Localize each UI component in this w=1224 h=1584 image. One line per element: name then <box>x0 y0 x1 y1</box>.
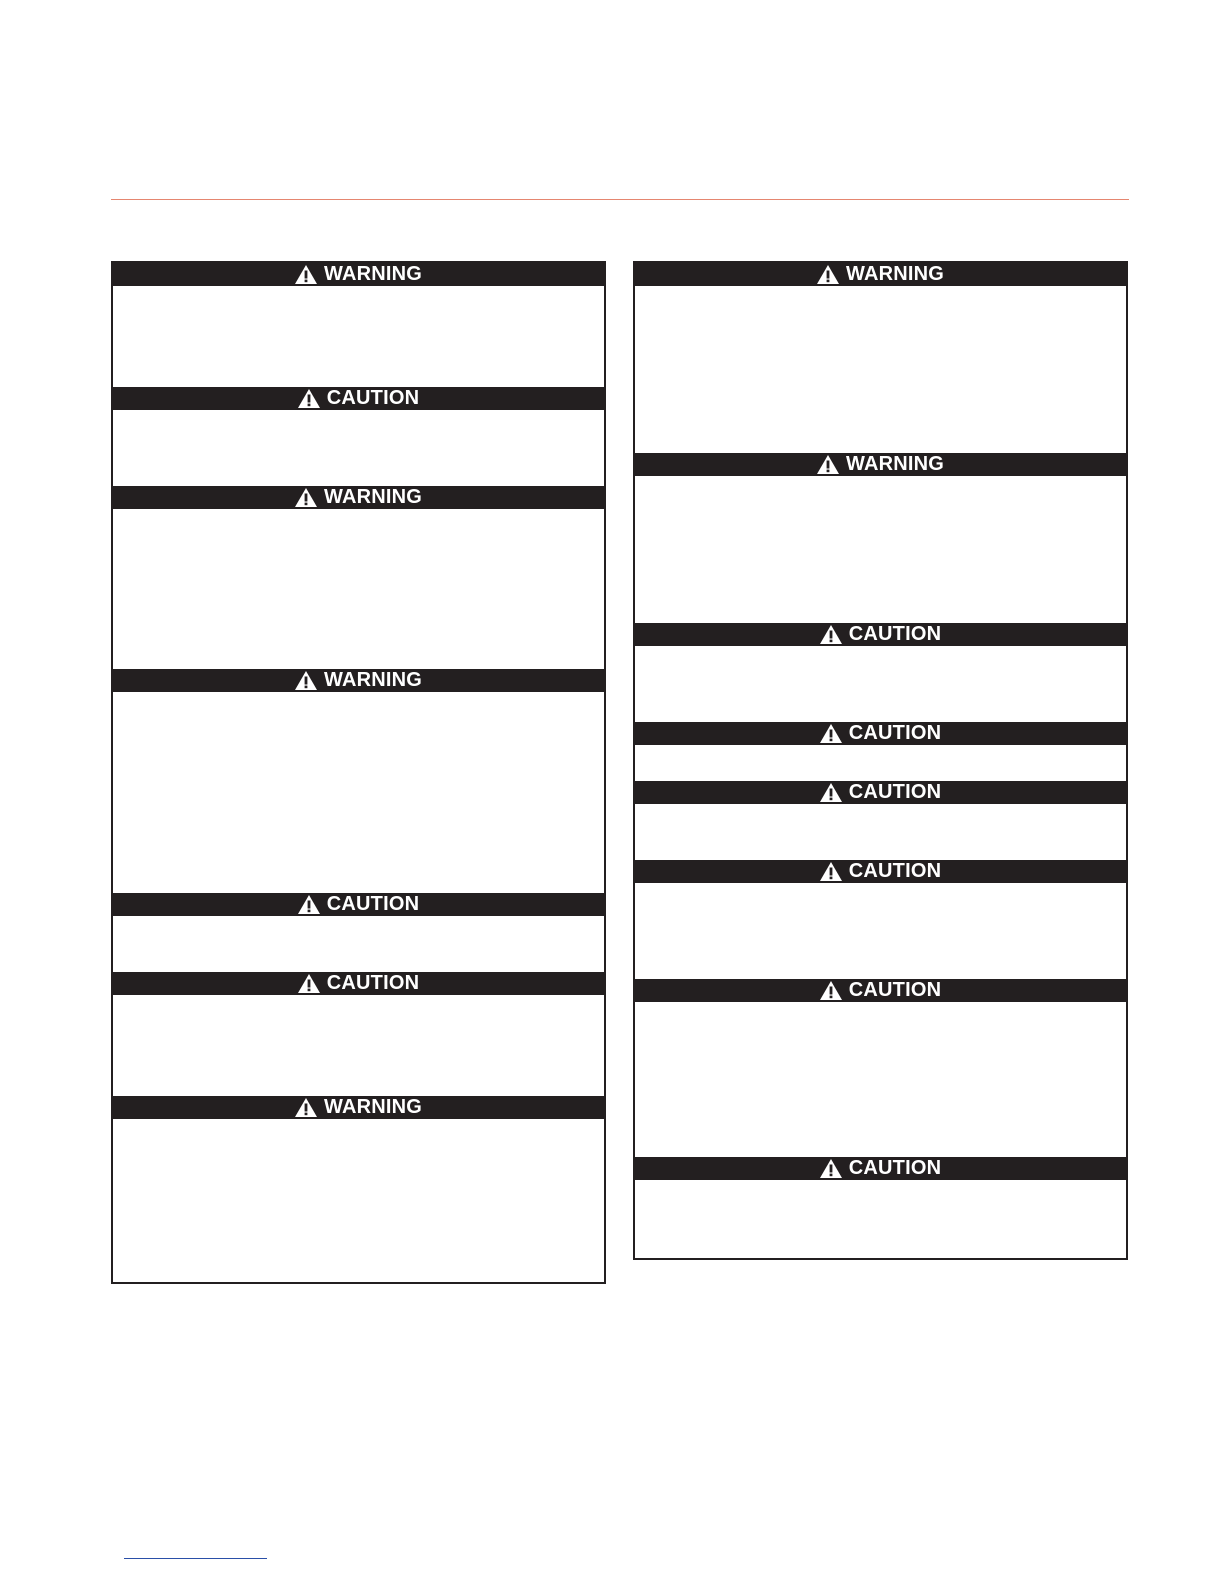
header-divider <box>111 199 1129 200</box>
caution-header <box>635 860 1126 883</box>
warning-body <box>113 509 604 669</box>
caution-body <box>113 916 604 972</box>
caution-body <box>635 646 1126 722</box>
caution-header <box>635 1157 1126 1180</box>
caution-body <box>113 995 604 1096</box>
caution-header <box>113 893 604 916</box>
warning-triangle-icon <box>298 974 320 993</box>
warning-body <box>113 692 604 893</box>
warning-header <box>635 453 1126 476</box>
warning-body <box>635 286 1126 453</box>
caution-header <box>113 972 604 995</box>
caution-label: CAUTION <box>848 781 942 803</box>
warning-header <box>113 669 604 692</box>
warning-triangle-icon <box>820 981 842 1000</box>
caution-body <box>635 883 1126 979</box>
caution-label: CAUTION <box>848 979 942 1001</box>
warning-triangle-icon <box>820 724 842 743</box>
caution-header <box>635 979 1126 1002</box>
warning-triangle-icon <box>817 265 839 284</box>
caution-body <box>635 1002 1126 1157</box>
warning-body <box>113 286 604 387</box>
warning-body <box>113 1119 604 1282</box>
caution-label: CAUTION <box>326 972 420 994</box>
caution-label: CAUTION <box>848 1157 942 1179</box>
warning-triangle-icon <box>298 389 320 408</box>
caution-header <box>635 722 1126 745</box>
caution-label: CAUTION <box>848 623 942 645</box>
warning-triangle-icon <box>295 1098 317 1117</box>
warning-triangle-icon <box>298 895 320 914</box>
warning-label: WARNING <box>845 453 945 475</box>
warning-label: WARNING <box>323 486 423 508</box>
caution-label: CAUTION <box>848 860 942 882</box>
warning-triangle-icon <box>820 862 842 881</box>
warning-header <box>113 486 604 509</box>
warning-header <box>635 263 1126 286</box>
warning-body <box>635 476 1126 623</box>
safety-panel-right <box>633 261 1128 1260</box>
caution-header <box>635 781 1126 804</box>
warning-triangle-icon <box>820 625 842 644</box>
warning-triangle-icon <box>820 783 842 802</box>
warning-triangle-icon <box>295 671 317 690</box>
warning-label: WARNING <box>845 263 945 285</box>
caution-header <box>635 623 1126 646</box>
warning-header <box>113 1096 604 1119</box>
warning-header <box>113 263 604 286</box>
warning-label: WARNING <box>323 263 423 285</box>
caution-label: CAUTION <box>326 387 420 409</box>
safety-panel-left <box>111 261 606 1284</box>
caution-body <box>113 410 604 486</box>
caution-body <box>635 804 1126 860</box>
caution-body <box>635 1180 1126 1258</box>
warning-triangle-icon <box>295 265 317 284</box>
warning-label: WARNING <box>323 669 423 691</box>
warning-triangle-icon <box>820 1159 842 1178</box>
caution-body <box>635 745 1126 781</box>
caution-label: CAUTION <box>848 722 942 744</box>
caution-label: CAUTION <box>326 893 420 915</box>
caution-header <box>113 387 604 410</box>
warning-triangle-icon <box>817 455 839 474</box>
footer-link-underline <box>124 1558 267 1559</box>
warning-label: WARNING <box>323 1096 423 1118</box>
warning-triangle-icon <box>295 488 317 507</box>
